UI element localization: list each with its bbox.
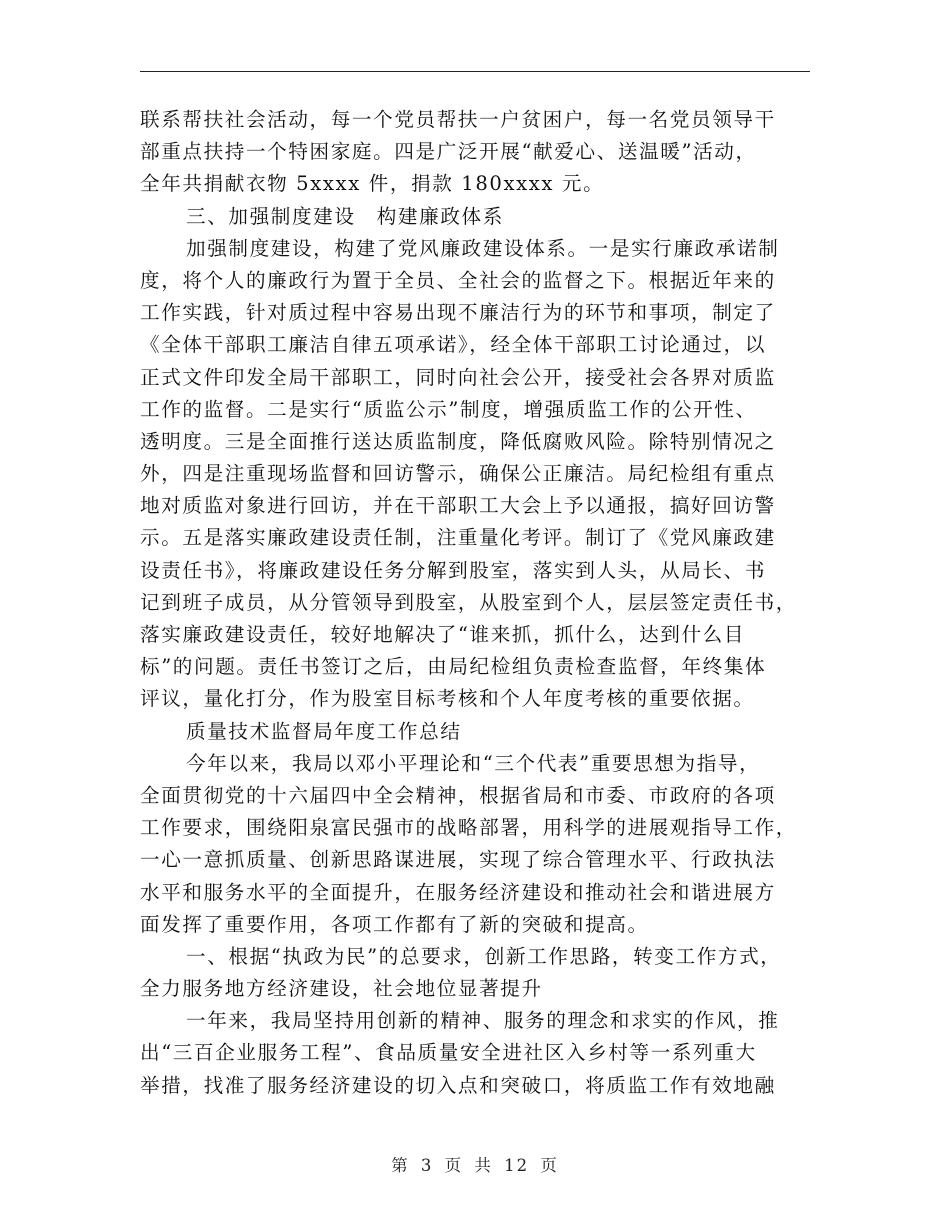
text-line: 出“三百企业服务工程”、食品质量安全进社区入乡村等一系列重大	[140, 1041, 757, 1065]
document-title: 质量技术监督局年度工作总结	[186, 719, 462, 743]
text-line: 举措，找准了服务经济建设的切入点和突破口，将质监工作有效地融	[140, 1073, 776, 1097]
text-line: 工作的监督。二是实行“质监公示”制度，增强质监工作的公开性、	[140, 397, 757, 421]
text-line: 《全体干部职工廉洁自律五项承诺》，经全体干部职工讨论通过，以	[140, 333, 767, 357]
text-line: 全面贯彻党的十六届四中全会精神，根据省局和市委、市政府的各项	[140, 783, 776, 807]
paragraph-start: 今年以来，我局以邓小平理论和“三个代表”重要思想为指导，	[186, 751, 761, 775]
text-line: 全力服务地方经济建设，社会地位显著提升	[140, 977, 543, 1001]
text-line: 工作实践，针对质过程中容易出现不廉洁行为的环节和事项，制定了	[140, 301, 776, 325]
text-line: 面发挥了重要作用，各项工作都有了新的突破和提高。	[140, 912, 649, 936]
paragraph-start: 一年来，我局坚持用创新的精神、服务的理念和求实的作风，推	[186, 1009, 780, 1033]
section-heading: 三、加强制度建设 构建廉政体系	[186, 204, 504, 228]
text-line: 一心一意抓质量、创新思路谋进展，实现了综合管理水平、行政执法	[140, 848, 776, 872]
text-line: 标”的问题。责任书签订之后，由局纪检组负责检查监督，年终集体	[140, 655, 767, 679]
header-rule	[140, 71, 810, 72]
text-line: 联系帮扶社会活动，每一个党员帮扶一户贫困户，每一名党员领导干	[140, 108, 776, 131]
text-line: 透明度。三是全面推行送达质监制度，降低腐败风险。除特别情况之	[140, 429, 776, 453]
text-line: 设责任书》，将廉政建设任务分解到股室，落实到人头，从局长、书	[140, 558, 767, 582]
text-line: 记到班子成员，从分管领导到股室，从股室到个人，层层签定责任书，	[140, 590, 798, 614]
text-line: 部重点扶持一个特困家庭。四是广泛开展“献爱心、送温暖”活动，	[140, 140, 757, 164]
text-line: 外，四是注重现场监督和回访警示，确保公正廉洁。局纪检组有重点	[140, 462, 776, 486]
text-line: 落实廉政建设责任，较好地解决了“谁来抓，抓什么，达到什么目	[140, 623, 746, 646]
text-line: 度，将个人的廉政行为置于全员、全社会的监督之下。根据近年来的	[140, 268, 776, 292]
text-line: 水平和服务水平的全面提升，在服务经济建设和推动社会和谐进展方	[140, 880, 776, 904]
text-line: 地对质监对象进行回访，并在干部职工大会上予以通报，搞好回访警	[140, 494, 776, 518]
page-number: 第 3 页 共 12 页	[391, 1156, 559, 1175]
document-body	[140, 104, 830, 1102]
text-line: 全年共捐献衣物 5xxxx 件，捐款 180xxxx 元。	[140, 172, 605, 196]
text-line: 评议，量化打分，作为股室目标考核和个人年度考核的重要依据。	[140, 687, 755, 711]
text-line: 工作要求，围绕阳泉富民强市的战略部署，用科学的进展观指导工作，	[140, 816, 798, 840]
text-line: 正式文件印发全局干部职工，同时向社会公开，接受社会各界对质监	[140, 365, 776, 389]
paragraph-start: 加强制度建设，构建了党风廉政建设体系。一是实行廉政承诺制	[186, 236, 780, 260]
section-heading: 一、根据“执政为民”的总要求，创新工作思路，转变工作方式，	[186, 944, 782, 968]
text-line: 示。五是落实廉政建设责任制，注重量化考评。制订了《党风廉政建	[140, 526, 776, 550]
